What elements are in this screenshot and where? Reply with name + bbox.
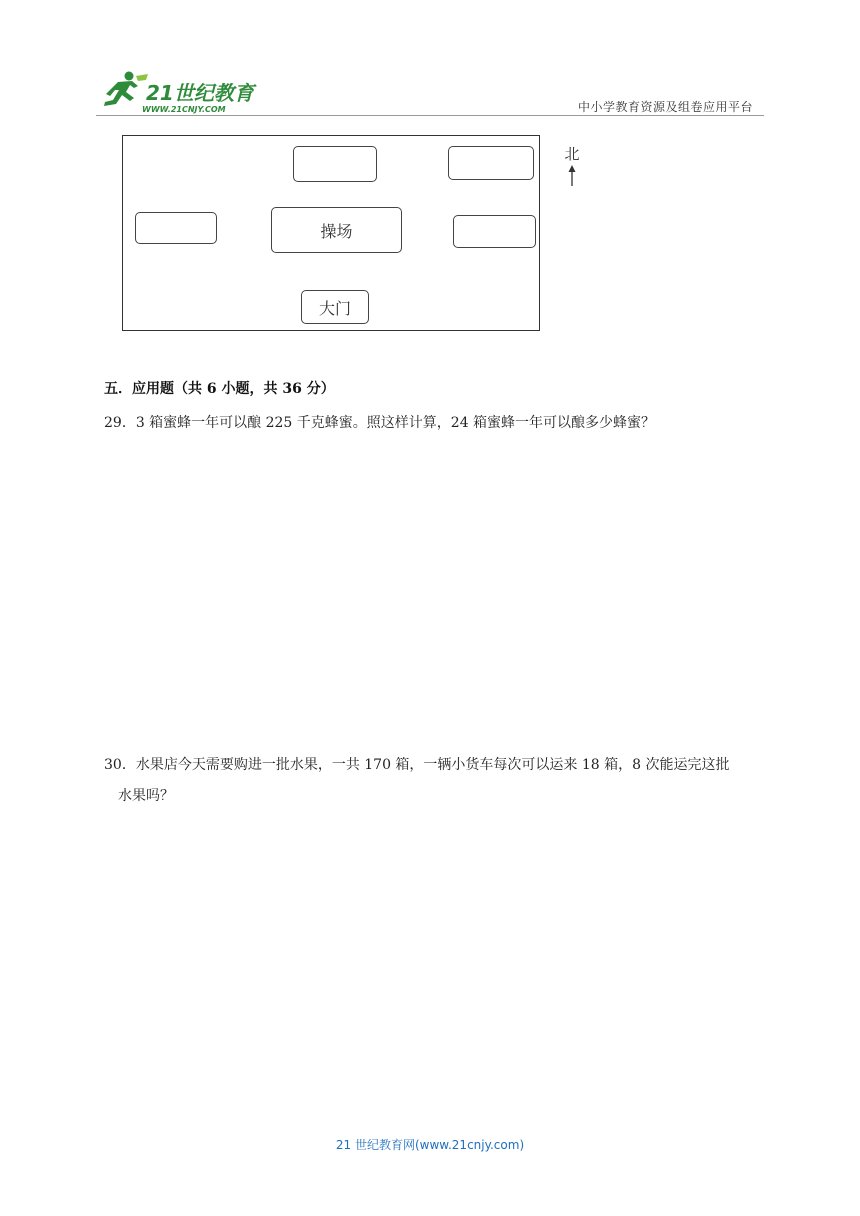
gate-label: 大门: [318, 298, 351, 318]
question-29: 29．3 箱蜜蜂一年可以酿 225 千克蜂蜜。照这样计算，24 箱蜜蜂一年可以酿多少蜂蜜？: [104, 415, 656, 431]
section-title: 五．应用题（共 6 小题，共 36 分）: [104, 381, 335, 397]
place-blank-top-right: [448, 146, 534, 180]
svg-text:WWW.21CNJY.COM: WWW.21CNJY.COM: [142, 105, 226, 114]
north-label: 北: [564, 145, 580, 163]
question-30: [104, 750, 764, 812]
header-divider: [96, 115, 764, 116]
playground-label: 操场: [320, 221, 353, 241]
footer-link[interactable]: 21 世纪教育网(www.21cnjy.com): [335, 1138, 525, 1152]
gate-box: [301, 290, 369, 324]
question-30-line2: 水果吗？: [118, 788, 174, 804]
school-map: [122, 135, 540, 331]
north-arrow-icon: [567, 164, 577, 186]
svg-text:21世纪教育: 21世纪教育: [146, 81, 254, 105]
place-blank-left: [135, 212, 217, 244]
site-logo: [96, 70, 266, 116]
place-blank-top-center: [293, 146, 377, 182]
question-30-line1: 30．水果店今天需要购进一批水果，一共 170 箱，一辆小货车每次可以运来 18 箱，8 次能运完这批: [104, 757, 730, 773]
place-blank-right: [453, 215, 536, 248]
platform-name: 中小学教育资源及组卷应用平台: [578, 100, 754, 114]
playground-box: [271, 207, 402, 253]
runner-icon: [104, 72, 148, 107]
north-indicator: [562, 143, 582, 186]
